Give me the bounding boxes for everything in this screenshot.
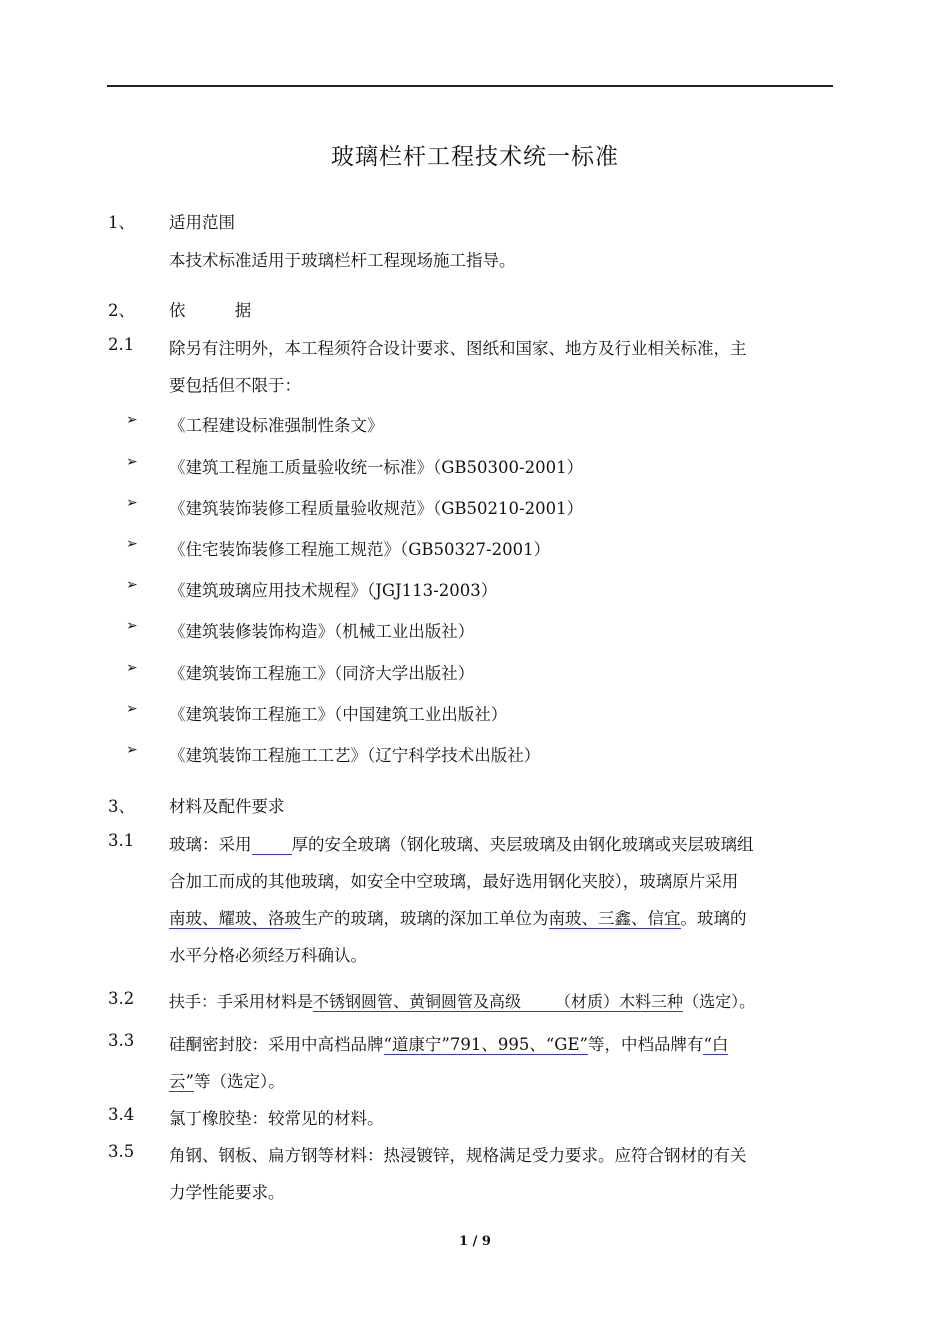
text-run: 扶手：手采用 bbox=[169, 992, 266, 1011]
clause-number: 3.2 bbox=[108, 989, 135, 1008]
clause-number: 3.4 bbox=[108, 1105, 135, 1124]
page-number: 1 / 9 bbox=[459, 1234, 491, 1249]
text-run: 等（选定）。 bbox=[193, 1072, 285, 1091]
underlined-text bbox=[313, 992, 683, 1012]
bullet-arrow-icon: ➢ bbox=[126, 660, 138, 676]
clause-number: 3.1 bbox=[108, 831, 135, 850]
section-number: 3、 bbox=[108, 797, 135, 816]
bullet-arrow-icon: ➢ bbox=[126, 495, 138, 511]
clause-number: 3.5 bbox=[108, 1142, 135, 1161]
fill-in-blank bbox=[252, 835, 292, 855]
clause-text bbox=[169, 1031, 728, 1055]
clause-text: 氯丁橡胶垫：较常见的材料。 bbox=[169, 1109, 384, 1128]
clause-text bbox=[169, 905, 747, 929]
clause-text: 要包括但不限于： bbox=[169, 376, 301, 395]
document-title: 玻璃栏杆工程技术统一标准 bbox=[331, 144, 619, 170]
underlined-text: 南玻、耀玻、洛玻 bbox=[169, 909, 301, 928]
underlined-text: 云” bbox=[169, 1072, 194, 1091]
reference-text: 《建筑装饰工程施工》（中国建筑工业出版社） bbox=[169, 705, 508, 724]
clause-text: 力学性能要求。 bbox=[169, 1183, 285, 1202]
reference-text: 《建筑装饰工程施工》（同济大学出版社） bbox=[169, 664, 475, 683]
bullet-arrow-icon: ➢ bbox=[126, 412, 138, 428]
text-run: 厚的安全玻璃（钢化玻璃、夹层玻璃及由钢化玻璃或夹层玻璃组 bbox=[291, 835, 754, 854]
bullet-arrow-icon: ➢ bbox=[126, 577, 138, 593]
reference-text: 《建筑装饰工程施工工艺》（辽宁科学技术出版社） bbox=[169, 746, 541, 765]
reference-text: 《建筑装修装饰构造》（机械工业出版社） bbox=[169, 622, 475, 641]
reference-text: 《建筑装饰装修工程质量验收规范》（GB50210-2001） bbox=[169, 499, 584, 518]
clause-text: 水平分格必须经万科确认。 bbox=[169, 946, 367, 965]
bullet-arrow-icon: ➢ bbox=[126, 454, 138, 470]
paragraph-text: 本技术标准适用于玻璃栏杆工程现场施工指导。 bbox=[169, 251, 516, 270]
bullet-arrow-icon: ➢ bbox=[126, 701, 138, 717]
bullet-arrow-icon: ➢ bbox=[126, 742, 138, 758]
text-run: 硅酮密封胶：采用中高档品牌 bbox=[169, 1035, 384, 1054]
underlined-text: “白 bbox=[703, 1035, 729, 1054]
clause-text bbox=[169, 989, 755, 1012]
section-number: 2、 bbox=[108, 301, 135, 320]
section-title: 依 据 bbox=[169, 301, 274, 320]
clause-number: 2.1 bbox=[108, 335, 135, 354]
bullet-arrow-icon: ➢ bbox=[126, 536, 138, 552]
clause-text bbox=[169, 831, 754, 855]
fill-in-blank bbox=[521, 992, 555, 1011]
text-run: （材质）木料三种 bbox=[555, 992, 684, 1011]
bullet-arrow-icon: ➢ bbox=[126, 618, 138, 634]
text-run: 玻璃：采用 bbox=[169, 835, 252, 854]
text-run: 不锈钢圆管、黄铜圆管及高级 bbox=[313, 992, 522, 1011]
section-title: 适用范围 bbox=[169, 213, 235, 232]
section-number: 1、 bbox=[108, 213, 135, 232]
clause-text: 合加工而成的其他玻璃，如安全中空玻璃，最好选用钢化夹胶），玻璃原片采用 bbox=[169, 872, 739, 891]
reference-text: 《建筑玻璃应用技术规程》（JGJ113-2003） bbox=[169, 581, 498, 600]
underlined-text: “道康宁”791、995、“GE” bbox=[383, 1035, 588, 1054]
reference-text: 《住宅装饰装修工程施工规范》（GB50327-2001） bbox=[169, 540, 551, 559]
text-run: 等，中档品牌有 bbox=[587, 1035, 704, 1054]
section-title: 材料及配件要求 bbox=[169, 797, 285, 816]
clause-text: 除另有注明外，本工程须符合设计要求、图纸和国家、地方及行业相关标准，主 bbox=[169, 339, 747, 358]
text-run: 材料是 bbox=[265, 992, 314, 1011]
clause-text bbox=[169, 1068, 285, 1092]
clause-text: 角钢、钢板、扁方钢等材料：热浸镀锌，规格满足受力要求。应符合钢材的有关 bbox=[169, 1146, 747, 1165]
text-run: 。玻璃的 bbox=[680, 909, 747, 928]
reference-text: 《建筑工程施工质量验收统一标准》（GB50300-2001） bbox=[169, 458, 584, 477]
header-rule bbox=[107, 85, 833, 87]
underlined-text: 南玻、三鑫、信宜 bbox=[548, 909, 681, 928]
text-run: 生产的玻璃，玻璃的深加工单位为 bbox=[301, 909, 549, 928]
reference-text: 《工程建设标准强制性条文》 bbox=[169, 416, 384, 435]
text-run: （选定）。 bbox=[683, 992, 756, 1011]
clause-number: 3.3 bbox=[108, 1031, 135, 1050]
